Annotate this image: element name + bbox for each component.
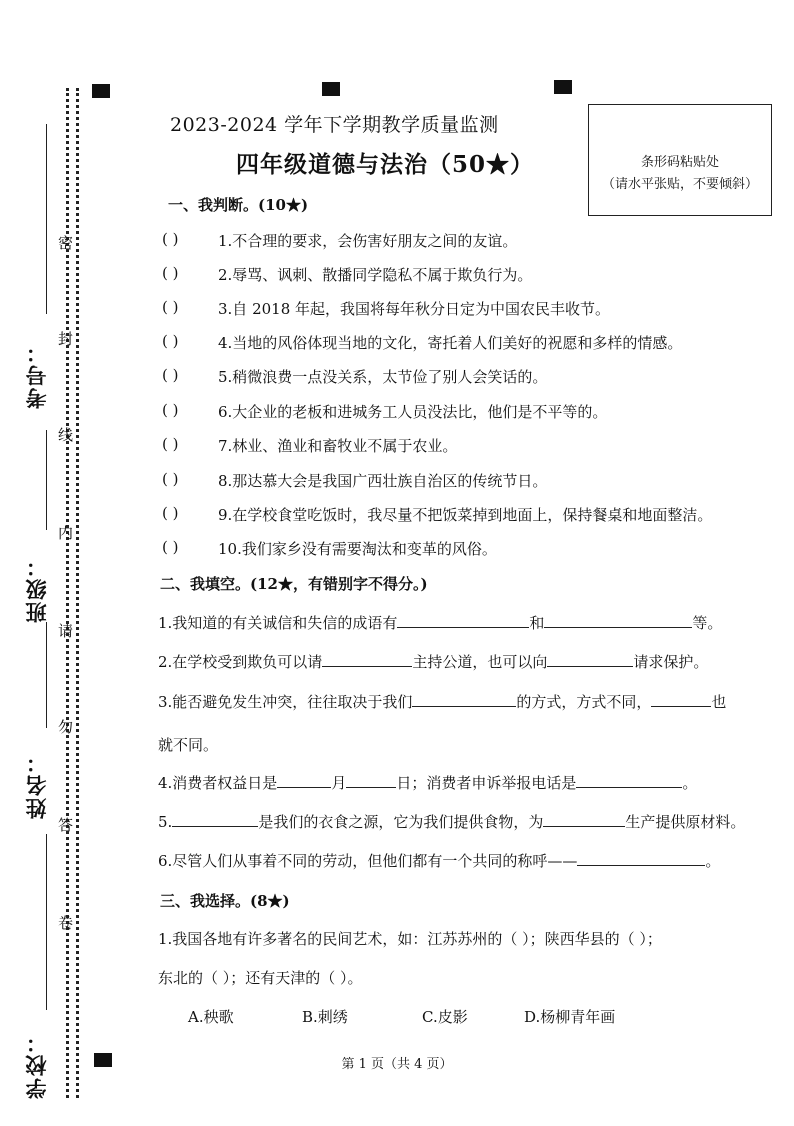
judge-text: 6.大企业的老板和进城务工人员没法比，他们是不平等的。: [218, 403, 608, 421]
answer-blank[interactable]: [322, 652, 412, 667]
option-d[interactable]: D.杨柳青年画: [524, 1008, 616, 1026]
answer-paren[interactable]: ( ): [162, 401, 179, 419]
choice-question-1-cont: 东北的（ ）；还有天津的（ ）。: [158, 969, 363, 987]
name-label: 姓名：: [24, 750, 49, 819]
judge-text: 3.自 2018 年起，我国将每年秋分日定为中国农民丰收节。: [218, 300, 611, 318]
judge-text: 9.在学校食堂吃饭时，我尽量不把饭菜掉到地面上，保持餐桌和地面整洁。: [218, 506, 713, 524]
registration-mark: [92, 84, 110, 98]
class-label: 班级：: [24, 554, 49, 623]
answer-paren[interactable]: ( ): [162, 332, 179, 350]
question-text: 生产提供原材料。: [625, 813, 746, 831]
question-text: 的方式，方式不同，: [516, 693, 652, 711]
answer-blank[interactable]: [651, 692, 711, 707]
exam-number-line[interactable]: [46, 124, 47, 314]
answer-paren[interactable]: ( ): [162, 298, 179, 316]
option-c[interactable]: C.皮影: [422, 1008, 468, 1026]
answer-blank[interactable]: [543, 812, 625, 827]
question-text: 。: [682, 774, 698, 792]
answer-paren[interactable]: ( ): [162, 435, 179, 453]
seal-char: 内: [58, 524, 74, 542]
answer-blank[interactable]: [412, 692, 516, 707]
section-heading-choice: 三、我选择。(8★): [160, 892, 290, 910]
school-line[interactable]: [46, 834, 47, 1010]
answer-blank[interactable]: [397, 613, 529, 628]
barcode-label: 条形码粘贴处: [640, 155, 719, 170]
question-text: 是我们的衣食之源，它为我们提供食物，为: [258, 813, 544, 831]
judge-text: 7.林业、渔业和畜牧业不属于农业。: [218, 437, 458, 455]
barcode-note: （请水平张贴，不要倾斜）: [601, 177, 758, 192]
question-text: 4.消费者权益日是: [158, 774, 278, 792]
judge-text: 5.稍微浪费一点没关系，太节俭了别人会笑话的。: [218, 368, 548, 386]
question-text: 日；消费者申诉举报电话是: [396, 774, 577, 792]
answer-blank[interactable]: [576, 773, 682, 788]
judge-text: 4.当地的风俗体现当地的文化，寄托着人们美好的祝愿和多样的情感。: [218, 334, 683, 352]
answer-paren[interactable]: ( ): [162, 230, 179, 248]
question-text: 3.能否避免发生冲突，往往取决于我们: [158, 693, 413, 711]
question-text: 月: [331, 774, 347, 792]
section-heading-fill: 二、我填空。(12★，有错别字不得分。): [160, 575, 428, 593]
judge-text: 1.不合理的要求，会伤害好朋友之间的友谊。: [218, 232, 518, 250]
answer-paren[interactable]: ( ): [162, 538, 179, 556]
registration-mark: [322, 82, 340, 96]
seal-char: 线: [58, 426, 74, 444]
barcode-box: [588, 104, 772, 216]
class-line[interactable]: [46, 430, 47, 530]
answer-blank[interactable]: [277, 773, 331, 788]
answer-paren[interactable]: ( ): [162, 470, 179, 488]
answer-paren[interactable]: ( ): [162, 504, 179, 522]
seal-char: 请: [58, 622, 74, 640]
school-label: 学校：: [24, 1030, 49, 1099]
seal-char: 答: [58, 816, 74, 834]
judge-text: 2.辱骂、讽刺、散播同学隐私不属于欺负行为。: [218, 266, 533, 284]
fill-question-3: [158, 691, 726, 712]
name-line[interactable]: [46, 622, 47, 728]
fill-question-2: [158, 651, 708, 672]
registration-mark: [554, 80, 572, 94]
question-text: 。: [705, 852, 721, 870]
question-text: 1.我知道的有关诚信和失信的成语有: [158, 614, 398, 632]
page-number: 第 1 页（共 4 页）: [341, 1057, 453, 1072]
seal-char: 卷: [58, 914, 74, 932]
answer-blank[interactable]: [544, 613, 692, 628]
question-text: 也: [711, 693, 727, 711]
fill-question-5: [158, 811, 745, 832]
section-heading-judge: 一、我判断。(10★): [168, 196, 309, 214]
option-b[interactable]: B.刺绣: [302, 1008, 348, 1026]
exam-number-label: 考号：: [24, 340, 49, 409]
question-text: 主持公道，也可以向: [412, 653, 548, 671]
binding-dotted-line-inner: [76, 88, 79, 1098]
answer-paren[interactable]: ( ): [162, 264, 179, 282]
seal-char: 勿: [58, 718, 74, 736]
judge-text: 10.我们家乡没有需要淘汰和变革的风俗。: [218, 540, 497, 558]
question-text: 6.尽管人们从事着不同的劳动，但他们都有一个共同的称呼——: [158, 852, 578, 870]
seal-char: 密: [58, 234, 74, 252]
fill-question-4: [158, 772, 697, 793]
answer-blank[interactable]: [172, 812, 258, 827]
question-text: 2.在学校受到欺负可以请: [158, 653, 323, 671]
exam-title: 2023-2024 学年下学期教学质量监测: [170, 114, 499, 136]
option-a[interactable]: A.秧歌: [188, 1008, 234, 1026]
question-text: 等。: [692, 614, 723, 632]
question-text: 和: [529, 614, 545, 632]
seal-char: 封: [58, 330, 74, 348]
fill-question-6: [158, 850, 720, 871]
question-text: 请求保护。: [633, 653, 709, 671]
subject-title: 四年级道德与法治（50★）: [236, 151, 535, 178]
question-text: 5.: [158, 813, 173, 831]
answer-blank[interactable]: [346, 773, 396, 788]
answer-blank[interactable]: [547, 652, 633, 667]
judge-text: 8.那达慕大会是我国广西壮族自治区的传统节日。: [218, 472, 548, 490]
fill-question-1: [158, 612, 722, 633]
choice-question-1: 1.我国各地有许多著名的民间艺术，如：江苏苏州的（ ）；陕西华县的（ ）；: [158, 930, 662, 948]
answer-paren[interactable]: ( ): [162, 366, 179, 384]
fill-question-3-cont: 就不同。: [158, 736, 219, 754]
answer-blank[interactable]: [577, 851, 705, 866]
